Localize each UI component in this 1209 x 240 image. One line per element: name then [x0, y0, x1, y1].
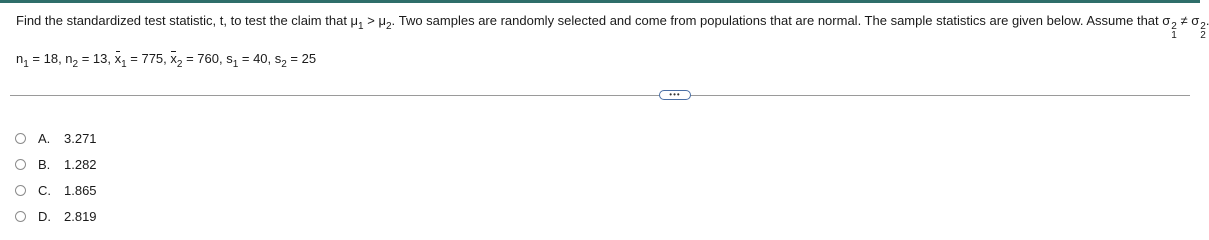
- option-value: 2.819: [64, 208, 97, 224]
- greater-than-symbol: >: [363, 13, 379, 28]
- radio-button-icon[interactable]: [15, 185, 26, 196]
- option-d[interactable]: [15, 209, 97, 223]
- n1-value: = 18,: [28, 51, 66, 66]
- question-text: [16, 12, 1206, 41]
- n1-variable: n: [16, 51, 24, 66]
- answer-options: [15, 131, 97, 235]
- n1-subscript: 1: [23, 59, 29, 70]
- option-value: 1.865: [64, 182, 97, 198]
- top-border: [0, 0, 1200, 3]
- s2-subscript: 2: [281, 59, 287, 70]
- sigma-2-superscript: 2: [1200, 21, 1206, 32]
- n2-variable: n: [65, 51, 73, 66]
- option-b[interactable]: [15, 157, 97, 171]
- option-letter: A.: [38, 130, 51, 146]
- s1-variable: s: [226, 51, 233, 66]
- s1-subscript: 1: [232, 59, 239, 70]
- option-c[interactable]: [15, 183, 97, 197]
- option-letter: B.: [38, 156, 51, 172]
- more-options-button[interactable]: [659, 90, 691, 100]
- question-prefix: Find the standardized test statistic, t, to test the claim that: [16, 13, 351, 28]
- x1-bar-variable: x: [114, 51, 122, 66]
- n2-subscript: 2: [72, 59, 79, 70]
- mu-1-symbol: μ: [350, 13, 359, 28]
- ellipsis-icon: •••: [669, 90, 681, 99]
- option-a[interactable]: [15, 131, 97, 145]
- radio-button-icon[interactable]: [15, 133, 26, 144]
- s2-variable: s: [274, 51, 282, 66]
- section-divider: [10, 95, 1190, 96]
- x2-value: = 760,: [182, 51, 227, 66]
- not-equal-symbol: ≠: [1176, 13, 1192, 28]
- sigma-2-symbol: σ: [1191, 13, 1200, 28]
- n2-value: = 13,: [78, 51, 115, 66]
- sigma-1-squared: [1162, 12, 1177, 40]
- x2-bar-variable: x: [170, 51, 177, 66]
- option-letter: C.: [38, 182, 51, 198]
- radio-button-icon[interactable]: [15, 159, 26, 170]
- option-value: 1.282: [64, 156, 97, 172]
- sigma-1-subscript: 1: [1171, 30, 1177, 41]
- sigma-1-superscript: 2: [1171, 21, 1177, 32]
- sample-statistics: [16, 50, 316, 68]
- sigma-1-symbol: σ: [1162, 13, 1171, 28]
- option-value: 3.271: [64, 130, 97, 146]
- mu-1-subscript: 1: [358, 21, 364, 32]
- option-letter: D.: [38, 208, 51, 224]
- x1-subscript: 1: [121, 59, 127, 70]
- x2-subscript: 2: [176, 59, 183, 70]
- s1-value: = 40,: [238, 51, 275, 66]
- mu-2-symbol: μ: [378, 13, 386, 28]
- mu-2-subscript: 2: [385, 21, 392, 32]
- s2-value: = 25: [286, 51, 317, 66]
- radio-button-icon[interactable]: [15, 211, 26, 222]
- sigma-2-subscript: 2: [1200, 30, 1206, 41]
- question-suffix: . Two samples are randomly selected and come from populations that are normal. The sample statistics are given below. Assume that: [391, 13, 1163, 28]
- x1-value: = 775,: [126, 51, 171, 66]
- sigma-2-squared: [1191, 12, 1206, 40]
